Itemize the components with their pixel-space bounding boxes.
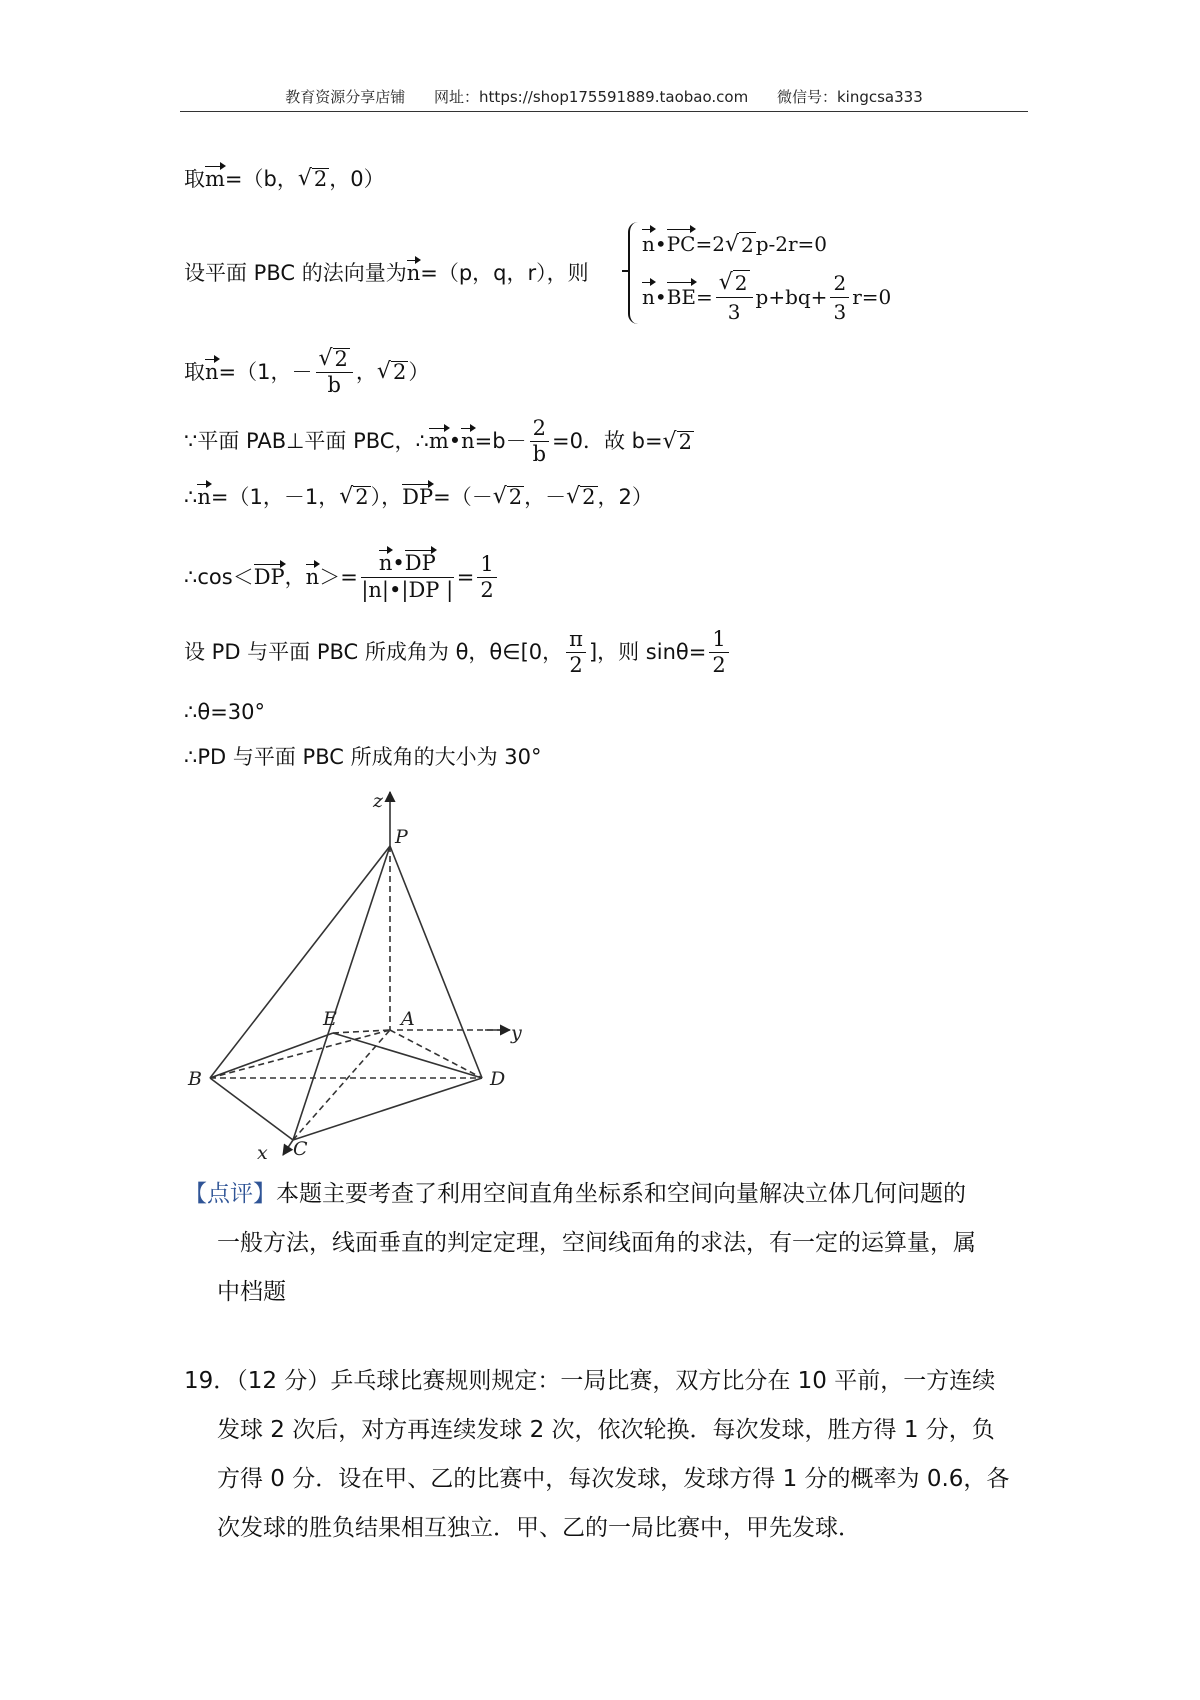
text: =（b， — [224, 166, 298, 191]
text: ∴PD 与平面 PBC 所成角的大小为 30° — [184, 745, 542, 769]
sqrt-2: √ 2 — [566, 484, 596, 509]
comment-text-3: 中档题 — [217, 1279, 286, 1305]
solution-line-8 — [184, 702, 265, 723]
label-D: D — [490, 1068, 506, 1090]
text: ， — [355, 359, 377, 384]
text: ∵平面 PAB⊥平面 PBC，∴ — [184, 429, 429, 453]
edge-PB — [210, 846, 390, 1078]
sqrt-2: √ 2 — [339, 484, 369, 509]
sqrt-2: √ 2 — [662, 428, 692, 454]
text: =（－ — [433, 484, 493, 509]
vector-dp: DP — [402, 484, 434, 509]
text: 取 — [184, 166, 205, 191]
solution-line-9 — [184, 747, 541, 768]
edge-PC — [293, 846, 390, 1140]
text: ，0） — [329, 166, 385, 191]
page-header — [180, 86, 1028, 107]
question-19-line-3: 方得 0 分．设在甲、乙的比赛中，每次发球，发球方得 1 分的概率为 0.6，各 — [217, 1466, 1010, 1492]
text: = — [456, 564, 475, 589]
solution-line-2 — [184, 263, 589, 284]
text: ∴ — [184, 484, 198, 509]
vector-n: n — [305, 564, 320, 589]
label-P: P — [395, 826, 408, 848]
dot: • — [448, 429, 462, 453]
text: =b－ — [474, 429, 527, 453]
sqrt-2: √ 2 — [376, 359, 407, 384]
pyramid-figure — [185, 785, 525, 1160]
fraction: √ 2 b — [316, 348, 353, 396]
edge-BA — [210, 1030, 390, 1078]
text: ∴cos＜ — [184, 564, 254, 589]
vector-n: n — [461, 429, 475, 453]
text: =0．故 b= — [551, 429, 663, 453]
equation-system — [628, 222, 892, 324]
sqrt-2: √ 2 — [297, 166, 328, 191]
label-A: A — [401, 1008, 415, 1030]
question-19-line-1: 19．（12 分）乒乓球比赛规则规定：一局比赛，双方比分在 10 平前，一方连续 — [184, 1368, 996, 1394]
text: ， — [284, 564, 306, 589]
text: =（p，q，r），则 — [420, 261, 589, 285]
equation-1: n•PC=2 √ 2 p-2r=0 — [642, 232, 828, 257]
label-E: E — [323, 1008, 337, 1030]
x-axis — [283, 1140, 293, 1155]
vector-dp: DP — [253, 564, 285, 589]
text: =（1，－ — [218, 359, 313, 384]
sqrt-2: √ 2 — [492, 484, 523, 509]
header-rule — [180, 111, 1028, 112]
vector-m: m — [205, 166, 225, 191]
fraction: $\frac{1}{2}$ — [477, 554, 496, 601]
fraction: $\frac{\pi}{2}$ — [566, 629, 586, 676]
header-shop: 教育资源分享店铺 — [285, 88, 406, 106]
edge-PD — [390, 846, 482, 1078]
label-B: B — [188, 1068, 202, 1090]
fraction: $\frac{1}{2}$ — [709, 629, 728, 676]
vector-n: n — [205, 359, 219, 384]
vector-m: m — [428, 429, 449, 453]
text: 设平面 PBC 的法向量为 — [184, 261, 407, 285]
solution-line-6 — [184, 553, 500, 601]
text: ∴θ=30° — [184, 700, 266, 724]
comment-text: 本题主要考查了利用空间直角坐标系和空间向量解决立体几何问题的 — [276, 1181, 966, 1207]
label-z: z — [373, 790, 384, 812]
comment-tag: 【点评】 — [184, 1181, 276, 1207]
question-19-line-4: 次发球的胜负结果相互独立．甲、乙的一局比赛中，甲先发球． — [217, 1515, 861, 1541]
question-19-line-2: 发球 2 次后，对方再连续发球 2 次，依次轮换．每次发球，胜方得 1 分，负 — [217, 1417, 995, 1443]
solution-line-4 — [184, 418, 694, 465]
text: 设 PD 与平面 PBC 所成角为 θ，θ∈[0， — [184, 640, 564, 664]
header-url[interactable]: 网址：https://shop175591889.taobao.com — [434, 88, 749, 106]
text: ，2） — [597, 484, 653, 509]
label-x: x — [257, 1142, 268, 1160]
question-19 — [184, 1357, 1028, 1553]
fraction: $\frac{2}{b}$ — [530, 418, 549, 465]
label-C: C — [293, 1138, 308, 1160]
solution-line-3 — [184, 348, 429, 396]
text: ＞= — [319, 564, 358, 589]
comment-text-2: 一般方法，线面垂直的判定定理，空间线面角的求法，有一定的运算量，属 — [217, 1230, 976, 1256]
equation-2: n • BE = √ 2 3 p+bq+ $\frac{2}{3}$ r=0 — [642, 270, 892, 324]
solution-line-1 — [184, 168, 385, 190]
text: =（1，－1， — [210, 484, 340, 509]
text: ，－ — [524, 484, 567, 509]
vector-n: n — [406, 261, 421, 285]
edge-BC — [210, 1078, 293, 1140]
brace-icon — [628, 222, 640, 324]
text: ） — [408, 359, 430, 384]
text: ]，则 sinθ= — [588, 640, 707, 664]
text: 取 — [184, 359, 205, 384]
solution-line-5 — [184, 486, 653, 508]
text: ）， — [370, 484, 403, 509]
solution-line-7 — [184, 629, 732, 676]
cos-fraction: $\frac{n•DP}{|n|•|DP |}$ — [361, 551, 454, 602]
header-wechat: 微信号：kingcsa333 — [776, 88, 923, 106]
comment-block — [184, 1170, 1028, 1317]
label-y: y — [511, 1022, 522, 1044]
vector-n: n — [197, 484, 211, 509]
